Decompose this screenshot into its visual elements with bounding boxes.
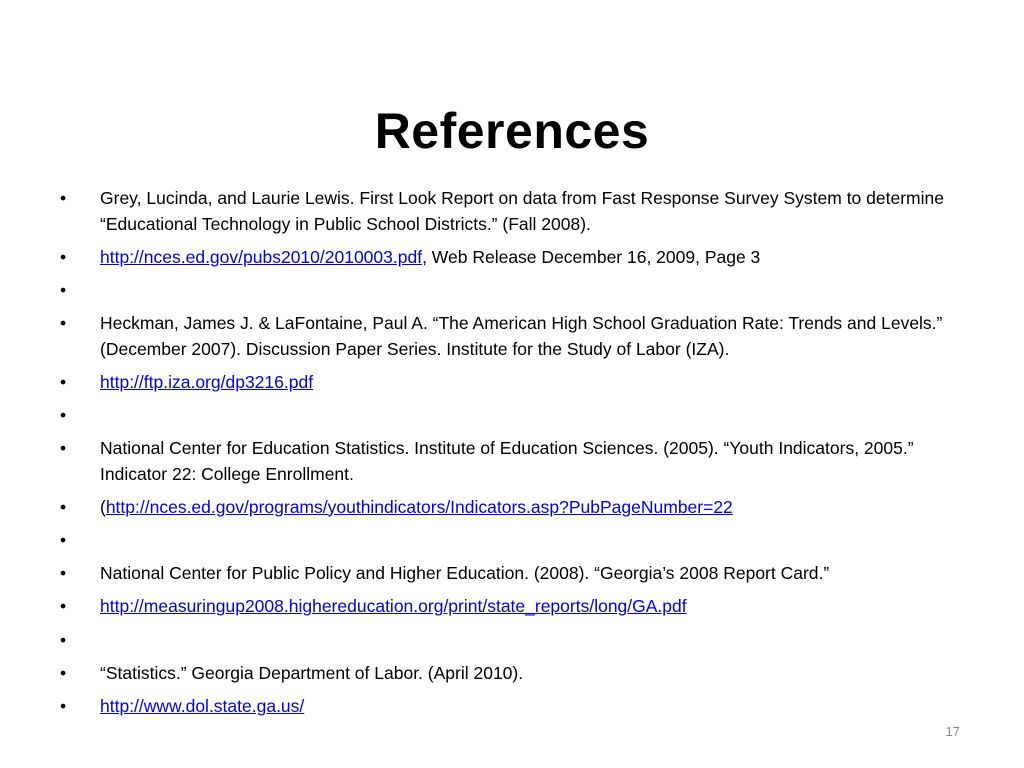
reference-item: [60, 370, 970, 396]
bullet-icon: •: [60, 279, 67, 300]
reference-text: Grey, Lucinda, and Laurie Lewis. First Look Report on data from Fast Response Survey System to determine “Educational Technology in Public School Districts.” (Fall 2008).: [100, 188, 944, 234]
bullet-icon: •: [60, 563, 67, 584]
reference-link[interactable]: http://measuringup2008.highereducation.org/print/state_reports/long/GA.pdf: [100, 596, 687, 617]
bullet-icon: •: [60, 438, 67, 459]
reference-item: [60, 186, 970, 237]
page-number: 17: [945, 724, 960, 739]
reference-item: [60, 278, 970, 304]
bullet-icon: •: [60, 371, 67, 392]
bullet-icon: •: [60, 662, 67, 683]
slide-title: References: [374, 102, 650, 159]
bullet-icon: •: [60, 404, 67, 425]
reference-text: National Center for Public Policy and Higher Education. (2008). “Georgia’s 2008 Report Card.”: [100, 563, 830, 584]
bullet-icon: •: [60, 188, 67, 208]
bullet-icon: •: [60, 629, 67, 650]
reference-item: [60, 403, 970, 429]
reference-link[interactable]: http://ftp.iza.org/dp3216.pdf: [100, 371, 314, 392]
reference-item: [60, 561, 970, 587]
reference-item: [60, 594, 970, 620]
reference-suffix: , Web Release December 16, 2009, Page 3: [422, 246, 761, 267]
reference-link[interactable]: http://nces.ed.gov/programs/youthindicators/Indicators.asp?PubPageNumber=22: [105, 496, 733, 517]
bullet-icon: •: [60, 530, 67, 550]
bullet-icon: •: [60, 596, 67, 617]
reference-text: Heckman, James J. & LaFontaine, Paul A. “The American High School Graduation Rate: Trends and Levels.” (December 2007). Discussion Paper Series. Institute for the Study of Labor (IZA).: [100, 313, 943, 359]
reference-link[interactable]: http://www.dol.state.ga.us/: [100, 695, 305, 716]
reference-item: [60, 628, 970, 654]
bullet-icon: •: [60, 246, 67, 267]
reference-item: [60, 528, 970, 554]
reference-item: [60, 245, 970, 271]
reference-link[interactable]: http://nces.ed.gov/pubs2010/2010003.pdf: [100, 246, 423, 267]
reference-item: [60, 311, 970, 362]
reference-item: [60, 694, 970, 720]
reference-list: [60, 186, 970, 727]
bullet-icon: •: [60, 695, 67, 716]
reference-item: [60, 661, 970, 687]
reference-text: National Center for Education Statistics. Institute of Education Sciences. (2005). “Youth Indicators, 2005.” Indicator 22: College Enrollment.: [100, 438, 914, 484]
bullet-icon: •: [60, 313, 67, 334]
reference-item: [60, 495, 970, 521]
bullet-icon: •: [60, 496, 67, 517]
reference-prefix: (: [100, 496, 106, 517]
reference-text: “Statistics.” Georgia Department of Labor. (April 2010).: [100, 662, 524, 683]
reference-item: [60, 436, 970, 487]
